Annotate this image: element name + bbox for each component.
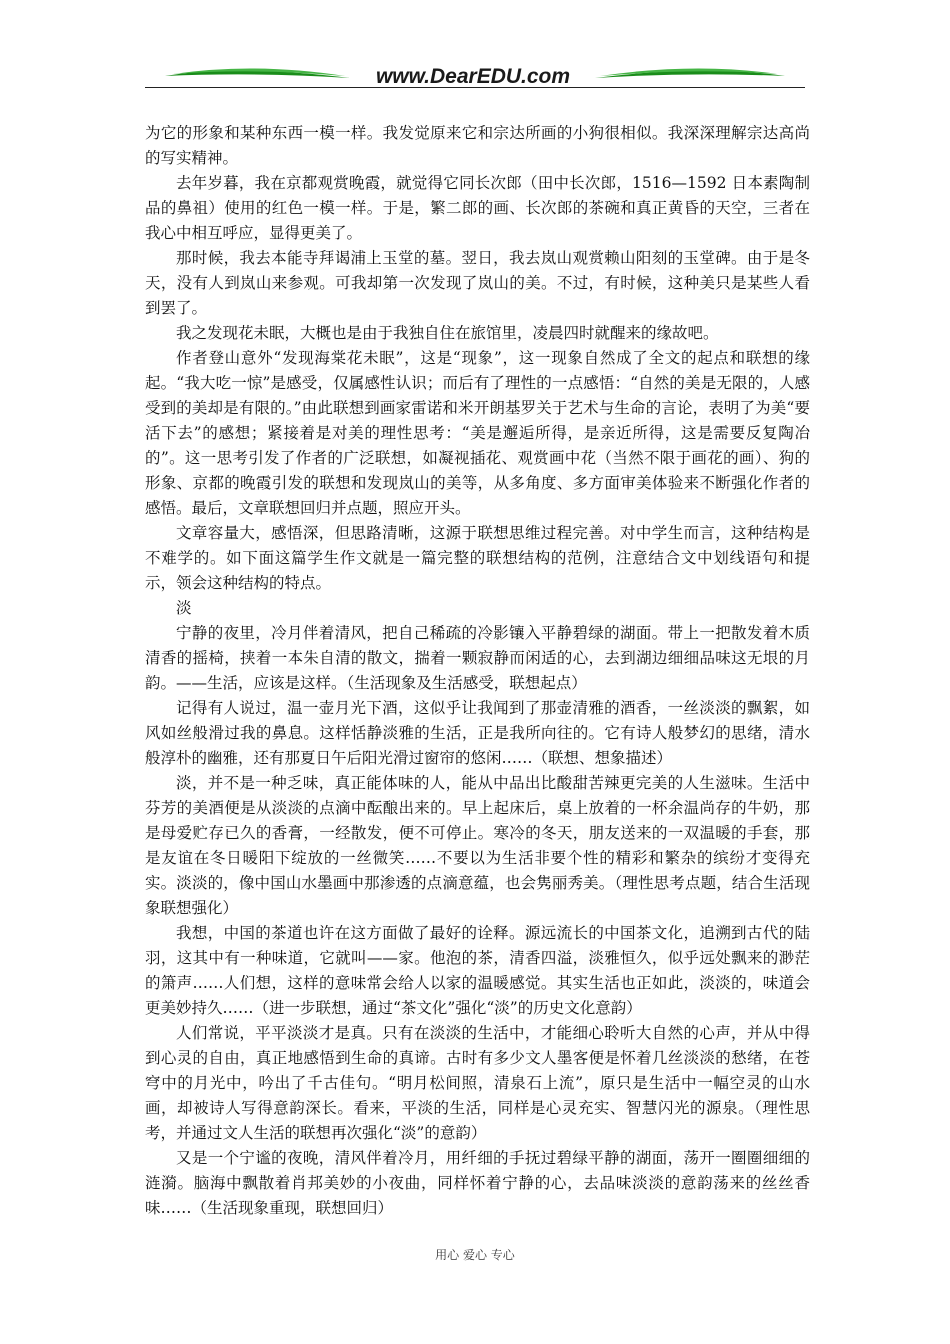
paragraph: 人们常说，平平淡淡才是真。只有在淡淡的生活中，才能细心聆听大自然的心声，并从中得到心灵的自由，真正地感悟到生命的真谛。古时有多少文人墨客便是怀着几丝淡淡的愁绪，在苍穹中的月光中，吟出了千古佳句。“明月松间照，清泉石上流”，原只是生活中一幅空灵的山水画，却被诗人写得意韵深长。看来，平淡的生活，同样是心灵充实、智慧闪光的源泉。（理性思考，并通过文人生活的联想再次强化“淡”的意韵） <box>145 1024 810 1142</box>
paragraph: 那时候，我去本能寺拜谒浦上玉堂的墓。翌日，我去岚山观赏赖山阳刻的玉堂碑。由于是冬天，没有人到岚山来参观。可我却第一次发现了岚山的美。不过，有时候，这种美只是某些人看到罢了。 <box>145 249 810 317</box>
paragraph: 又是一个宁谧的夜晚，清风伴着冷月，用纤细的手抚过碧绿平静的湖面，荡开一圈圈细细的涟漪。脑海中飘散着肖邦美妙的小夜曲，同样怀着宁静的心，去品味淡淡的意韵荡来的丝丝香味……（生活现象重现，联想回归） <box>145 1149 810 1217</box>
paragraph: 为它的形象和某种东西一模一样。我发觉原来它和宗达所画的小狗很相似。我深深理解宗达高尚的写实精神。 <box>145 124 810 167</box>
page-footer: 用心 爱心 专心 <box>435 1248 515 1262</box>
paragraph: 淡，并不是一种乏味，真正能体味的人，能从中品出比酸甜苦辣更完美的人生滋味。生活中芬芳的美酒便是从淡淡的点滴中酝酿出来的。早上起床后，桌上放着的一杯余温尚存的牛奶，那是母爱贮存已久的香膏，一经散发，便不可停止。寒冷的冬天，朋友送来的一双温暖的手套，那是友谊在冬日暖阳下绽放的一丝微笑……不要以为生活非要个性的精彩和繁杂的缤纷才变得充实。淡淡的，像中国山水墨画中那渗透的点滴意蕴，也会隽丽秀美。（理性思考点题，结合生活现象联想强化） <box>145 774 810 917</box>
paragraph: 宁静的夜里，冷月伴着清风，把自己稀疏的冷影镶入平静碧绿的湖面。带上一把散发着木质清香的摇椅，挟着一本朱自清的散文，揣着一颗寂静而闲适的心，去到湖边细细品味这无垠的月韵。——生活，应该是这样。（生活现象及生活感受，联想起点） <box>145 624 810 692</box>
paragraph: 记得有人说过，温一壶月光下酒，这似乎让我闻到了那壶清雅的酒香，一丝淡淡的飘絮，如风如丝般滑过我的鼻息。这样恬静淡雅的生活，正是我所向往的。它有诗人般梦幻的思绪，清水般淳朴的幽雅，还有那夏日午后阳光滑过窗帘的悠闲……（联想、想象描述） <box>145 699 810 767</box>
header-divider <box>145 87 805 88</box>
paragraph: 文章容量大，感悟深，但思路清晰，这源于联想思维过程完善。对中学生而言，这种结构是不难学的。如下面这篇学生作文就是一篇完整的联想结构的范例，注意结合文中划线语句和提示，领会这种结构的特点。 <box>145 524 810 592</box>
paragraph: 淡 <box>176 599 192 617</box>
paragraph: 我之发现花未眠，大概也是由于我独自住在旅馆里，凌晨四时就醒来的缘故吧。 <box>176 324 719 342</box>
paragraph: 作者登山意外“发现海棠花未眠”，这是“现象”，这一现象自然成了全文的起点和联想的缘起。“我大吃一惊”是感受，仅属感性认识；而后有了理性的一点感悟：“自然的美是无限的，人感受到的美却是有限的。”由此联想到画家雷诺和米开朗基罗关于艺术与生命的言论，表明了为美“要活下去”的感想；紧接着是对美的理性思考：“美是邂逅所得，是亲近所得，这是需要反复陶冶的”。这一思考引发了作者的广泛联想，如凝视插花、观赏画中花（当然不限于画花的画）、狗的形象、京都的晚霞引发的联想和发现岚山的美等，从多角度、多方面审美体验来不断强化作者的感悟。最后，文章联想回归并点题，照应开头。 <box>145 349 810 517</box>
paragraph: 去年岁暮，我在京都观赏晚霞，就觉得它同长次郎（田中长次郎，1516—1592 日本素陶制品的鼻祖）使用的红色一模一样。于是，繁二郎的画、长次郎的茶碗和真正黄昏的天空，三者在我心中相互呼应，显得更美了。 <box>145 174 810 242</box>
paragraph: 我想，中国的茶道也许在这方面做了最好的诠释。源远流长的中国茶文化，追溯到古代的陆羽，这其中有一种味道，它就叫——家。他泡的茶，清香四溢，淡雅恒久，似乎远处飘来的渺茫的箫声……人们想，这样的意味常会给人以家的温暖感觉。其实生活也正如此，淡淡的，味道会更美妙持久……（进一步联想，通过“茶文化”强化“淡”的历史文化意韵） <box>145 924 810 1017</box>
logo-text: www.DearEDU.com <box>375 65 571 88</box>
site-header-banner <box>145 58 805 94</box>
article-body <box>145 121 810 1221</box>
site-logo <box>145 58 805 94</box>
